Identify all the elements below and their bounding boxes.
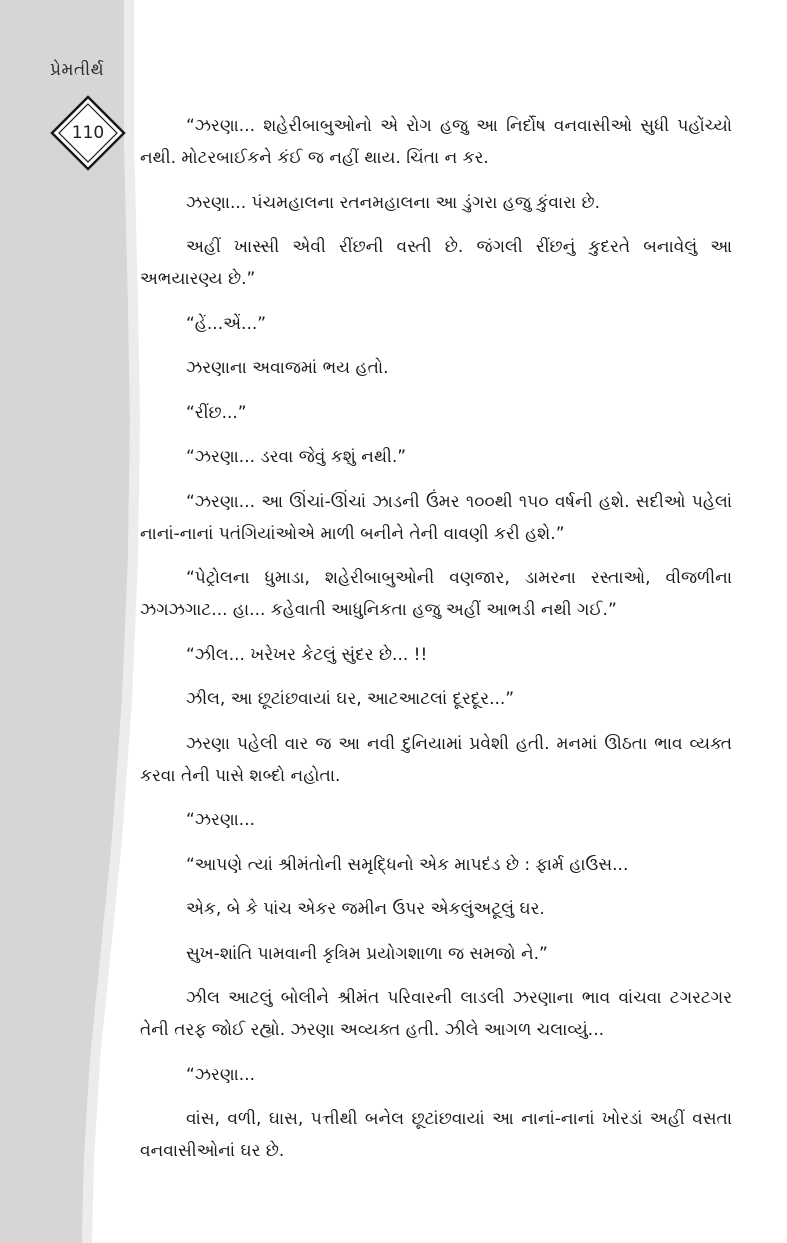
paragraph: ઝીલ આટલું બોલીને શ્રીમંત પરિવારની લાડલી ઝરણાના ભાવ વાંચવા ટગરટગર તેની તરફ જોઈ રહ્યો. ઝરણા અવ્યક્ત હતી. ઝીલે આગળ ચલાવ્યું... — [140, 988, 732, 1040]
paragraph: વાંસ, વળી, ઘાસ, પત્તીથી બનેલ છૂટાંછવાયાં આ નાનાં-નાનાં ખોરડાં અહીં વસતા વનવાસીઓનાં ઘર છે. — [140, 1109, 732, 1161]
paragraph: “ઝરણા... આ ઊંચાં-ઊંચાં ઝાડની ઉંમર ૧૦૦થી ૧૫૦ વર્ષની હશે. સદીઓ પહેલાં નાનાં-નાનાં પતંગિયાંઓએ માળી બનીને તેની વાવણી કરી હશે.” — [140, 491, 732, 544]
paragraph: ઝરણા... પંચમહાલના રતનમહાલના આ ડુંગરા હજુ કુંવારા છે. — [186, 192, 601, 213]
paragraph: સુખ-શાંતિ પામવાની કૃત્રિમ પ્રયોગશાળા જ સમજો ને.” — [186, 943, 548, 964]
paragraph: “ઝરણા... — [186, 1064, 256, 1085]
paragraph: એક, બે કે પાંચ એકર જમીન ઉપર એકલુંઅટૂલું ઘર. — [186, 899, 545, 919]
paragraph: ઝીલ, આ છૂટાંછવાયાં ઘર, આટઆટલાં દૂરદૂર...” — [186, 689, 515, 709]
page-number: 110 — [71, 123, 105, 143]
paragraph: “રીંછ...” — [186, 402, 247, 423]
paragraph: અહીં ખાસ્સી એવી રીંછની વસ્તી છે. જંગલી રીંછનું કુદરતે બનાવેલું આ અભયારણ્ય છે.” — [140, 237, 732, 289]
paragraph: ઝરણાના અવાજમાં ભય હતો. — [186, 358, 389, 378]
paragraph: “ઝીલ... ખરેખર કેટલું સુંદર છે... !! — [186, 644, 428, 665]
body-text — [140, 110, 732, 1167]
paragraph: “પેટ્રોલના ધુમાડા, શહેરીબાબુઓની વણજાર, ડામરના રસ્તાઓ, વીજળીના ઝગઝગાટ... હા... કહેવાતી આધુનિકતા હજુ અહીં આભડી નથી ગઈ.” — [140, 568, 732, 620]
paragraph: “ઝરણા... — [186, 810, 256, 830]
paragraph: “આપણે ત્યાં શ્રીમંતોની સમૃદ્ધિનો એક માપદંડ છે : ફાર્મ હાઉસ... — [186, 854, 629, 875]
paragraph: “ઝરણા... ડરવા જેવું કશું નથી.” — [186, 447, 407, 467]
paragraph: “હેં...એં...” — [186, 313, 267, 334]
paragraph: ઝરણા પહેલી વાર જ આ નવી દુનિયામાં પ્રવેશી હતી. મનમાં ઊઠતા ભાવ વ્યક્ત કરવા તેની પાસે શબ્દો નહોતા. — [140, 733, 732, 786]
paragraph: “ઝરણા... શહેરીબાબુઓનો એ રોગ હજુ આ નિર્દોષ વનવાસીઓ સુધી પહોંચ્યો નથી. મોટરબાઈકને કંઈ જ નહીં થાય. ચિંતા ન કર. — [140, 116, 732, 168]
book-title: પ્રેમતીર્થ — [50, 60, 105, 80]
